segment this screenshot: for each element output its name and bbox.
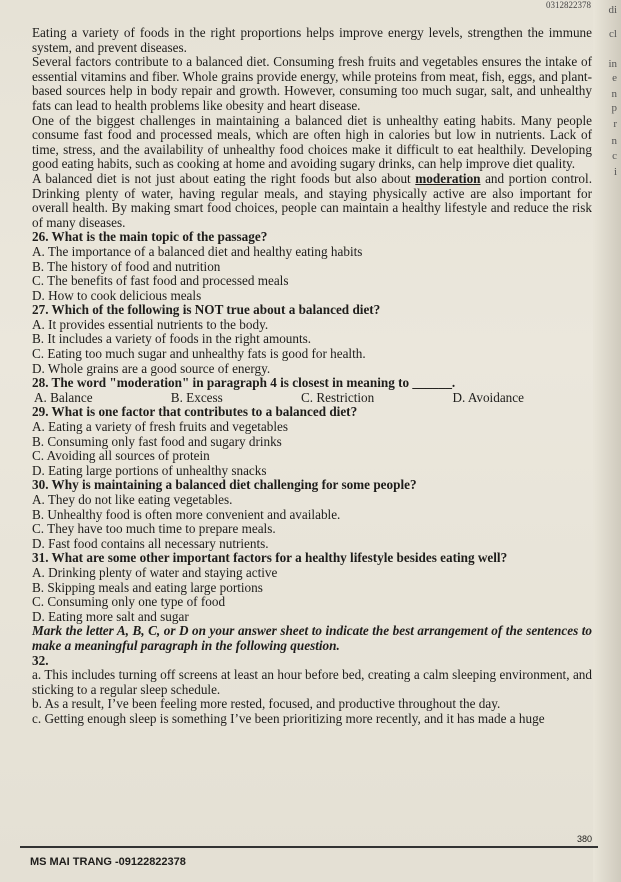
- question-32: 32.: [32, 652, 49, 668]
- next-page-edge: [593, 0, 621, 882]
- corner-number: 0312822378: [546, 0, 591, 10]
- option: C. The benefits of fast food and processed meals: [32, 273, 289, 289]
- passage-paragraph-3: One of the biggest challenges in maintaining a balanced diet is unhealthy eating habits. Many people consume fast food and processed meals, which are often high in calories but low in nutrients. Lack of time, stress, and the availability of unhealthy food choices make it difficult to eat healthily. Developing good eating habits, such as cooking at home and avoiding sugary drinks, can help improve diet quality.: [32, 112, 592, 172]
- question-27: 27. Which of the following is NOT true about a balanced diet?: [32, 302, 381, 318]
- option: C. Avoiding all sources of protein: [32, 448, 210, 464]
- question-29: 29. What is one factor that contributes to a balanced diet?: [32, 404, 358, 420]
- page-content: [32, 26, 592, 727]
- question-30: 30. Why is maintaining a balanced diet challenging for some people?: [32, 477, 417, 493]
- passage-paragraph-4: [32, 172, 592, 230]
- passage-paragraph-2: Several factors contribute to a balanced diet. Consuming fresh fruits and vegetables ensures the intake of essential vitamins and fiber. Whole grains provide energy, while proteins from meat, fish, eggs, and plant-based sources help in body repair and growth. However, consuming too much sugar, salt, and unhealthy fats can lead to health problems like obesity and heart disease.: [32, 54, 592, 113]
- option: D. Fast food contains all necessary nutrients.: [32, 535, 269, 551]
- edge-letter: di: [608, 4, 617, 16]
- option: B. Consuming only fast food and sugary drinks: [32, 433, 282, 449]
- option: B. Unhealthy food is often more convenient and available.: [32, 506, 341, 522]
- option: A. The importance of a balanced diet and healthy eating habits: [32, 243, 363, 259]
- instruction: Mark the letter A, B, C, or D on your answer sheet to indicate the best arrangement of the sentences to make a meaningful paragraph in the following question.: [32, 623, 592, 653]
- option: A. Balance: [34, 389, 93, 405]
- question-28: 28. The word "moderation" in paragraph 4 is closest in meaning to ______.: [32, 375, 456, 391]
- sentence: a. This includes turning off screens at least an hour before bed, creating a calm sleeping environment, and sticking to a regular sleep schedule.: [32, 667, 592, 697]
- edge-letter: p: [611, 102, 617, 114]
- option: B. It includes a variety of foods in the right amounts.: [32, 331, 312, 347]
- option: C. Consuming only one type of food: [32, 594, 226, 610]
- edge-letter: c: [612, 150, 617, 162]
- option: D. How to cook delicious meals: [32, 287, 202, 303]
- option: C. Restriction: [300, 389, 375, 405]
- edge-letter: cl: [609, 28, 617, 40]
- option: A. It provides essential nutrients to the body.: [32, 316, 269, 332]
- edge-letter: n: [611, 135, 617, 147]
- passage-paragraph-1: Eating a variety of foods in the right proportions helps improve energy levels, strengthen the immune system, and prevent diseases.: [32, 25, 592, 55]
- options-row: [34, 391, 524, 406]
- question-31: 31. What are some other important factors for a healthy lifestyle besides eating well?: [32, 550, 508, 566]
- footer-rule: [20, 846, 598, 848]
- p4-text: and portion control. Drinking plenty of water, having regular meals, and staying physically active are also important for overall health. By making smart food choices, people can maintain a healthy lifestyle and reduce the risk of many diseases.: [32, 170, 592, 230]
- p4-text: A balanced diet is not just about eating the right foods but also about: [32, 170, 416, 186]
- edge-letter: i: [613, 166, 617, 178]
- option: C. They have too much time to prepare meals.: [32, 521, 276, 537]
- sentence: b. As a result, I’ve been feeling more rested, focused, and productive throughout the day.: [32, 696, 501, 712]
- option: A. Eating a variety of fresh fruits and vegetables: [32, 419, 288, 435]
- option: C. Eating too much sugar and unhealthy fats is good for health.: [32, 346, 366, 362]
- edge-letter: e: [612, 72, 617, 84]
- edge-letter: n: [611, 88, 617, 100]
- footer-author: MS MAI TRANG -09122822378: [30, 856, 186, 868]
- edge-letter: in: [608, 58, 617, 70]
- page-number: 380: [577, 834, 593, 844]
- option: A. They do not like eating vegetables.: [32, 492, 233, 507]
- question-26: 26. What is the main topic of the passage?: [32, 229, 268, 245]
- option: B. The history of food and nutrition: [32, 258, 221, 274]
- highlighted-word: moderation: [415, 170, 481, 186]
- edge-letter: r: [613, 118, 617, 130]
- option: D. Avoidance: [452, 389, 524, 405]
- option: D. Eating large portions of unhealthy snacks: [32, 462, 267, 478]
- option: B. Excess: [170, 389, 223, 405]
- option: D. Whole grains are a good source of energy.: [32, 360, 271, 376]
- option: B. Skipping meals and eating large portions: [32, 579, 263, 595]
- option: D. Eating more salt and sugar: [32, 608, 189, 624]
- option: A. Drinking plenty of water and staying active: [32, 564, 278, 580]
- sentence: c. Getting enough sleep is something I’ve been prioritizing more recently, and it has made a huge: [32, 710, 545, 726]
